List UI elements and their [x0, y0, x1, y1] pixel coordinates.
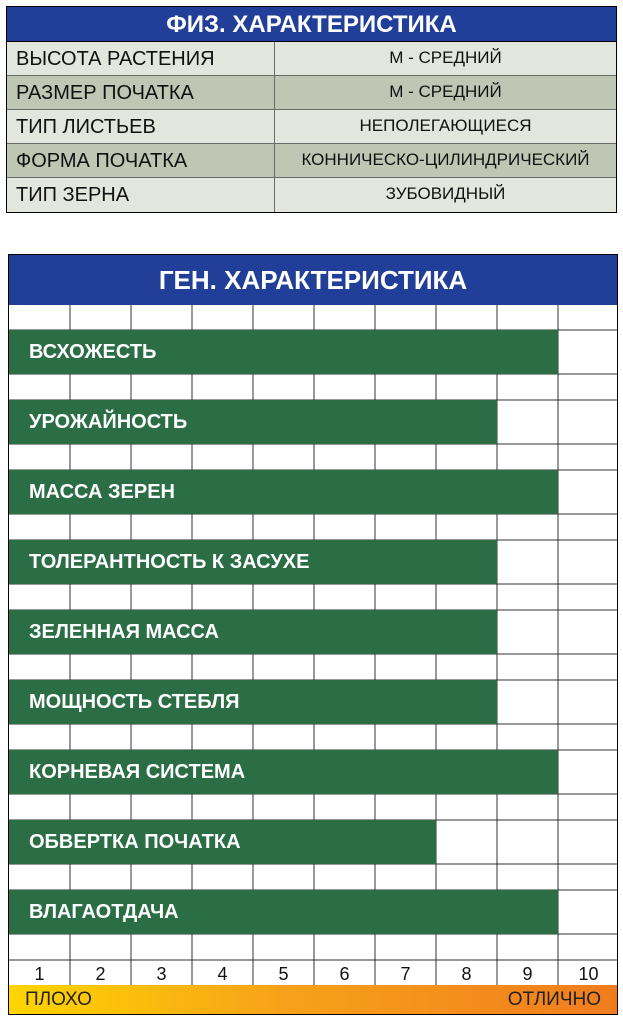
bar-label: УРОЖАЙНОСТЬ [29, 411, 188, 433]
scale-high-label: ОТЛИЧНО [507, 989, 601, 1010]
bar-label: МОЩНОСТЬ СТЕБЛЯ [29, 691, 240, 713]
physical-row-label: ВЫСОТА РАСТЕНИЯ [7, 42, 275, 75]
physical-row-label: РАЗМЕР ПОЧАТКА [7, 76, 275, 109]
physical-row-value: М - СРЕДНИЙ [389, 82, 502, 101]
bar-label: ОБВЕРТКА ПОЧАТКА [29, 831, 241, 853]
quality-scale-bar [9, 985, 617, 1015]
bar-label: МАССА ЗЕРЕН [29, 481, 175, 503]
physical-row-label: ТИП ЗЕРНА [7, 178, 275, 212]
x-tick-label: 7 [400, 964, 411, 984]
x-tick-label: 6 [339, 964, 350, 984]
x-tick-label: 9 [522, 964, 533, 984]
physical-row-label: ТИП ЛИСТЬЕВ [7, 110, 275, 143]
scale-low-label: ПЛОХО [25, 989, 92, 1010]
x-tick-label: 10 [578, 964, 599, 984]
bar-label: ЗЕЛЕННАЯ МАССА [29, 621, 219, 643]
physical-table-row [7, 144, 616, 178]
physical-row-value: ЗУБОВИДНЫЙ [385, 184, 506, 203]
physical-table-row [7, 110, 616, 144]
physical-table-title: ФИЗ. ХАРАКТЕРИСТИКА [7, 7, 616, 42]
bar-label: ВСХОЖЕСТЬ [29, 341, 157, 363]
physical-table-row [7, 76, 616, 110]
bar-label: КОРНЕВАЯ СИСТЕМА [29, 761, 246, 783]
chart-title: ГЕН. ХАРАКТЕРИСТИКА [9, 255, 617, 305]
bar-label: ТОЛЕРАНТНОСТЬ К ЗАСУХЕ [29, 551, 310, 573]
x-tick-label: 2 [95, 964, 106, 984]
bar-label: ВЛАГАОТДАЧА [29, 901, 179, 923]
chart-plot-area [9, 305, 618, 985]
physical-characteristics-table [6, 6, 617, 213]
x-tick-label: 1 [34, 964, 45, 984]
physical-table-row [7, 42, 616, 76]
physical-row-label: ФОРМА ПОЧАТКА [7, 144, 275, 177]
physical-table-body [7, 42, 616, 212]
x-tick-label: 3 [156, 964, 167, 984]
physical-row-value: КОННИЧЕСКО-ЦИЛИНДРИЧЕСКИЙ [301, 150, 590, 169]
physical-row-value: М - СРЕДНИЙ [389, 48, 502, 67]
physical-row-value: НЕПОЛЕГАЮЩИЕСЯ [359, 116, 532, 135]
genetic-characteristics-chart [8, 254, 618, 1015]
x-tick-label: 8 [461, 964, 472, 984]
x-tick-label: 5 [278, 964, 289, 984]
physical-table-row [7, 178, 616, 212]
x-tick-label: 4 [217, 964, 228, 984]
